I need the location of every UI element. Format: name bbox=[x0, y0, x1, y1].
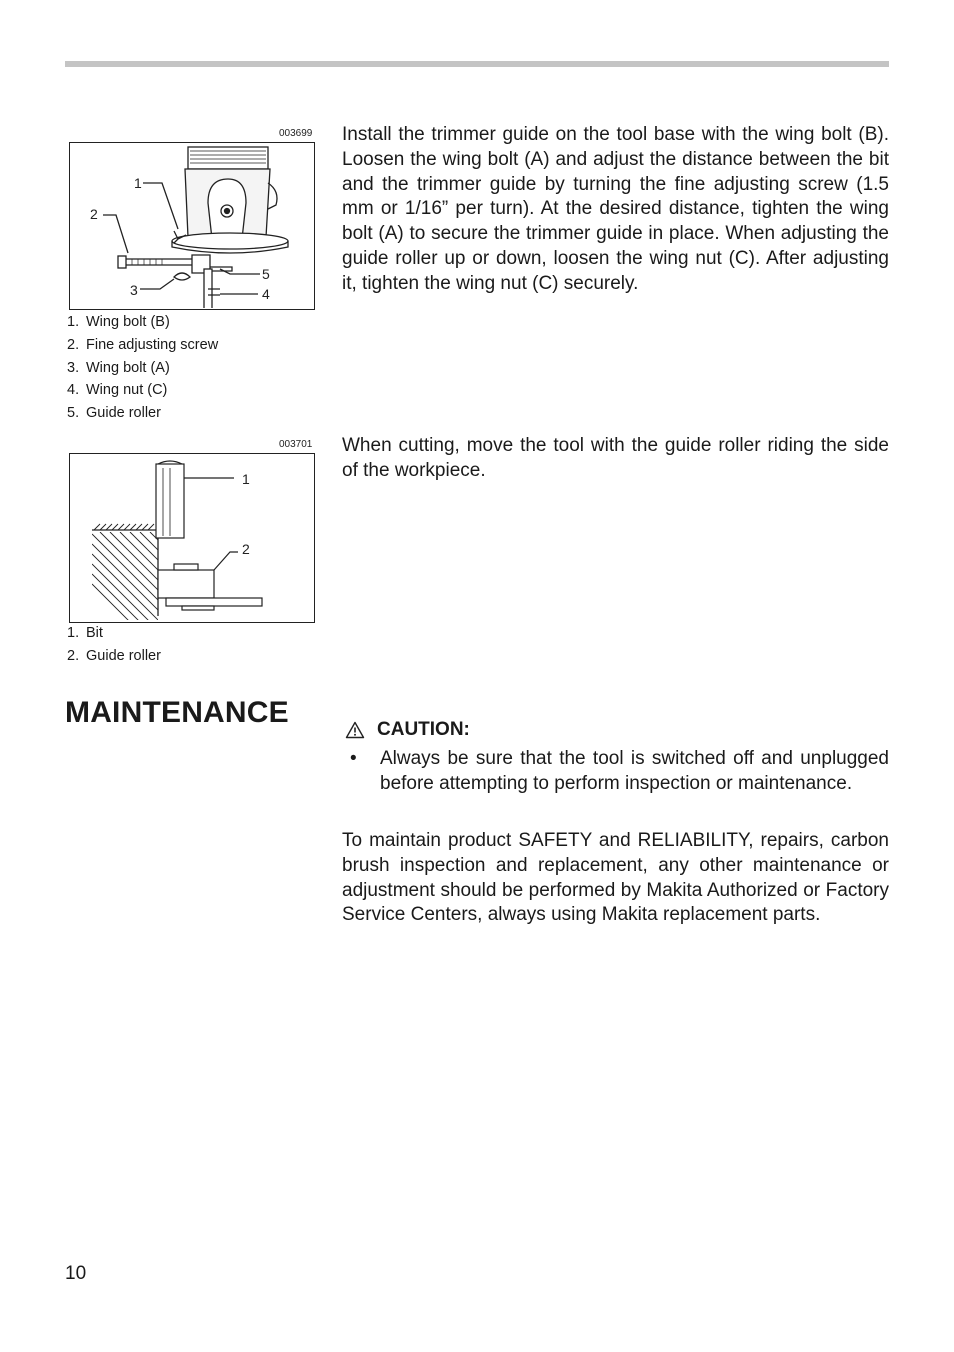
figure1-callout-5: 5 bbox=[262, 266, 270, 282]
legend-text: Wing nut (C) bbox=[86, 382, 168, 399]
legend-number: 1. bbox=[67, 314, 80, 330]
maintenance-paragraph: To maintain product SAFETY and RELIABILITY, repairs, carbon brush inspection and replacement, any other maintenance or adjustment should be performed by Makita Authorized or Factory Service Centers, always using Makita replacement parts. bbox=[342, 830, 889, 926]
caution-label: CAUTION: bbox=[377, 719, 470, 740]
legend-text: Wing bolt (A) bbox=[86, 359, 170, 376]
figure1-legend bbox=[67, 311, 218, 425]
figure2-callout-2: 2 bbox=[242, 541, 250, 557]
legend-item bbox=[67, 379, 218, 402]
header-rule bbox=[65, 61, 889, 67]
figure1-callout-4: 4 bbox=[262, 286, 270, 302]
caution-item-text: Always be sure that the tool is switched off and unplugged before attempting to perform inspection or maintenance. bbox=[380, 748, 889, 794]
figure1-code: 003699 bbox=[279, 128, 313, 139]
figure1-callout-3: 3 bbox=[130, 282, 138, 298]
cutting-instructions: When cutting, move the tool with the guide roller riding the side of the workpiece. bbox=[342, 435, 889, 481]
legend-number: 4. bbox=[67, 382, 80, 399]
figure1-trimmer-guide-illustration bbox=[69, 142, 315, 310]
caution-title bbox=[345, 719, 470, 741]
figure2-guide-roller-illustration bbox=[69, 453, 315, 623]
figure2-code: 003701 bbox=[279, 439, 313, 450]
figure1-callout-2: 2 bbox=[90, 206, 98, 222]
bullet-marker: • bbox=[350, 748, 357, 769]
legend-item bbox=[67, 357, 218, 380]
figure1-drawing bbox=[70, 143, 313, 308]
legend-number: 3. bbox=[67, 359, 80, 376]
page-number: 10 bbox=[65, 1263, 87, 1284]
figure1-callout-1: 1 bbox=[134, 175, 142, 191]
legend-number: 2. bbox=[67, 336, 80, 353]
legend-text: Wing bolt (B) bbox=[86, 314, 170, 330]
legend-item bbox=[67, 334, 218, 357]
caution-item bbox=[342, 747, 889, 797]
figure2-drawing bbox=[70, 454, 313, 621]
caution-list bbox=[342, 747, 889, 797]
legend-item bbox=[67, 622, 161, 645]
legend-item bbox=[67, 402, 218, 425]
figure2-legend bbox=[67, 622, 161, 668]
legend-text: Fine adjusting screw bbox=[86, 336, 219, 353]
legend-item bbox=[67, 311, 218, 334]
trimmer-guide-instructions: Install the trimmer guide on the tool base with the wing bolt (B). Loosen the wing bolt (A) and adjust the distance between the bit and the trimmer guide by turning the fine adjusting screw (1.5 mm or 1/16” per turn). At the desired distance, tighten the wing bolt (A) to secure the trimmer guide in place. When adjusting the guide roller up or down, loosen the wing nut (C). After adjusting it, tighten the wing nut (C) securely. bbox=[342, 124, 889, 294]
legend-text: Guide roller bbox=[86, 405, 161, 422]
section-heading-maintenance: MAINTENANCE bbox=[65, 696, 289, 729]
legend-item bbox=[67, 645, 161, 668]
legend-number: 1. bbox=[67, 625, 80, 641]
legend-text: Guide roller bbox=[86, 647, 161, 664]
legend-text: Bit bbox=[86, 625, 103, 641]
figure2-callout-1: 1 bbox=[242, 471, 250, 487]
legend-number: 5. bbox=[67, 405, 80, 422]
warning-triangle-icon bbox=[345, 721, 365, 739]
legend-number: 2. bbox=[67, 647, 80, 664]
